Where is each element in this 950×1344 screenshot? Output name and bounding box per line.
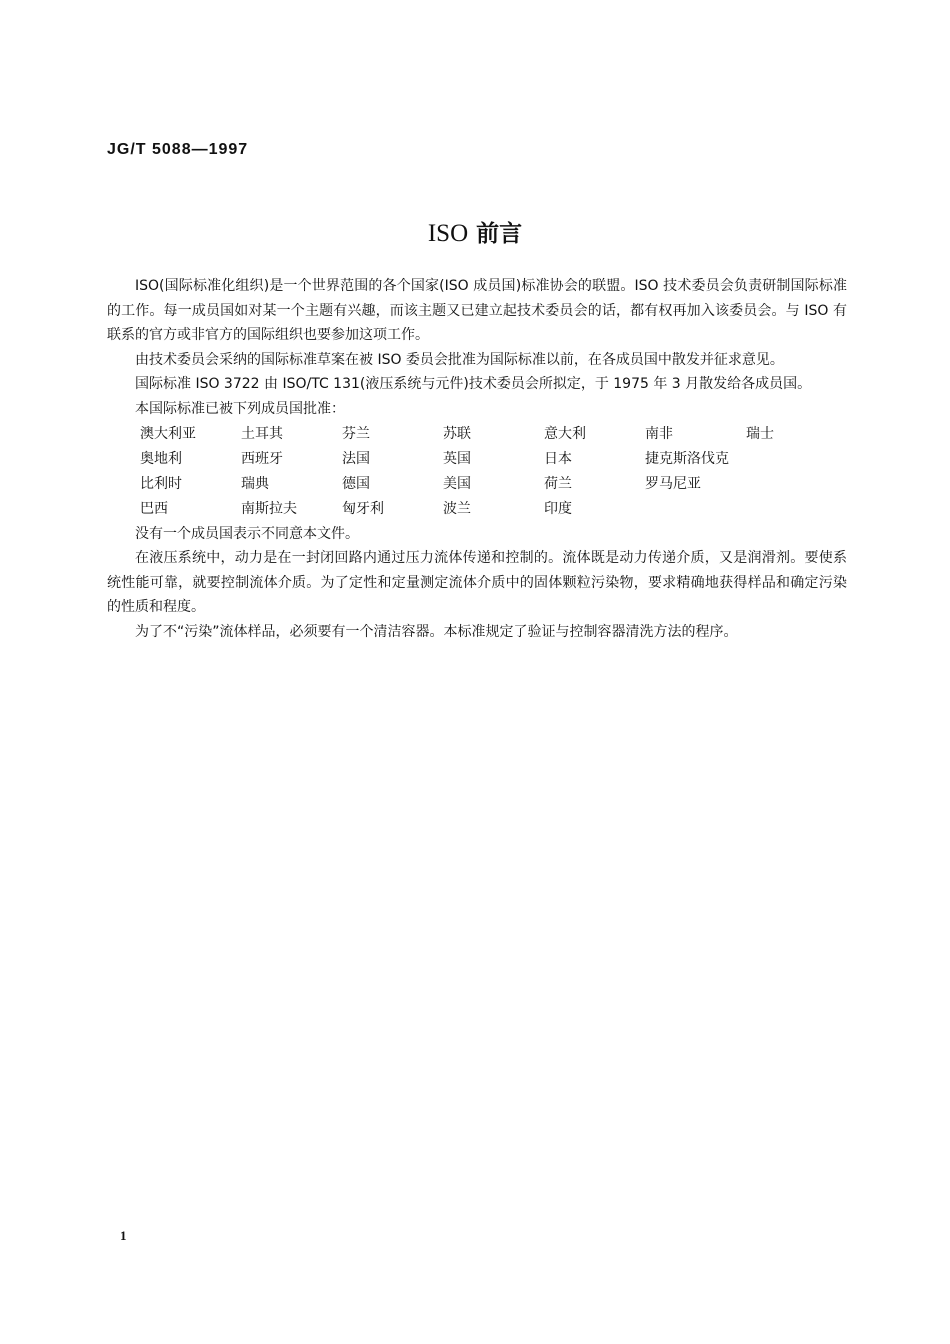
paragraph-iso-3722: 国际标准 ISO 3722 由 ISO/TC 131(液压系统与元件)技术委员会所拟定，于 1975 年 3 月散发给各成员国。 <box>135 376 812 393</box>
country-item: 土耳其 <box>241 425 283 442</box>
country-item: 印度 <box>544 500 572 517</box>
paragraph-hydraulic-systems: 在液压系统中，动力是在一封闭回路内通过压力流体传递和控制的。流体既是动力传递介质，又是润滑剂。要使系统性能可靠，就要控制流体介质。为了定性和定量测定流体介质中的固体颗粒污染物，要求精确地获得样品和确定污染的性质和程度。 <box>107 550 847 616</box>
page-title-cjk: 前言 <box>476 221 523 247</box>
country-item: 瑞典 <box>241 475 269 492</box>
country-item: 英国 <box>443 450 471 467</box>
document-code: JG/T 5088—1997 <box>107 141 249 158</box>
country-item <box>746 497 847 522</box>
country-item: 波兰 <box>443 500 471 517</box>
country-item <box>746 472 847 497</box>
paragraph-approved-by: 本国际标准已被下列成员国批准： <box>135 400 345 417</box>
country-item: 日本 <box>544 450 572 467</box>
country-item: 荷兰 <box>544 475 572 492</box>
country-item: 奥地利 <box>140 450 182 467</box>
page-title-latin: ISO <box>427 220 469 247</box>
document-body <box>107 274 847 645</box>
paragraph-no-objection: 没有一个成员国表示不同意本文件。 <box>135 525 359 542</box>
country-item: 捷克斯洛伐克 <box>645 450 729 467</box>
country-item: 澳大利亚 <box>140 425 196 442</box>
country-item: 苏联 <box>443 425 471 442</box>
country-item: 罗马尼亚 <box>645 475 701 492</box>
paragraph-clean-container: 为了不“污染”流体样品，必须要有一个清洁容器。本标准规定了验证与控制容器清洗方法的程序。 <box>135 623 738 640</box>
page-number: 1 <box>120 1228 127 1243</box>
country-item: 美国 <box>443 475 471 492</box>
page-title <box>0 215 950 248</box>
country-item: 法国 <box>342 450 370 467</box>
country-item: 巴西 <box>140 500 168 517</box>
country-list <box>107 422 847 522</box>
country-item: 南斯拉夫 <box>241 500 297 517</box>
country-item: 瑞士 <box>746 425 774 442</box>
country-item <box>746 447 847 472</box>
country-item: 南非 <box>645 425 673 442</box>
country-item: 西班牙 <box>241 450 283 467</box>
country-item: 意大利 <box>544 425 586 442</box>
country-item <box>645 497 746 522</box>
country-item: 德国 <box>342 475 370 492</box>
country-item: 匈牙利 <box>342 500 384 517</box>
paragraph-draft-circulation: 由技术委员会采纳的国际标准草案在被 ISO 委员会批准为国际标准以前，在各成员国中散发并征求意见。 <box>135 351 784 368</box>
paragraph-iso-intro: ISO(国际标准化组织)是一个世界范围的各个国家(ISO 成员国)标准协会的联盟。ISO 技术委员会负责研制国际标准的工作。每一成员国如对某一个主题有兴趣，而该主题又已建立起技术委员会的话，都有权再加入该委员会。与 ISO 有联系的官方或非官方的国际组织也要参加这项工作。 <box>107 278 847 344</box>
country-item: 比利时 <box>140 475 182 492</box>
country-item: 芬兰 <box>342 425 370 442</box>
